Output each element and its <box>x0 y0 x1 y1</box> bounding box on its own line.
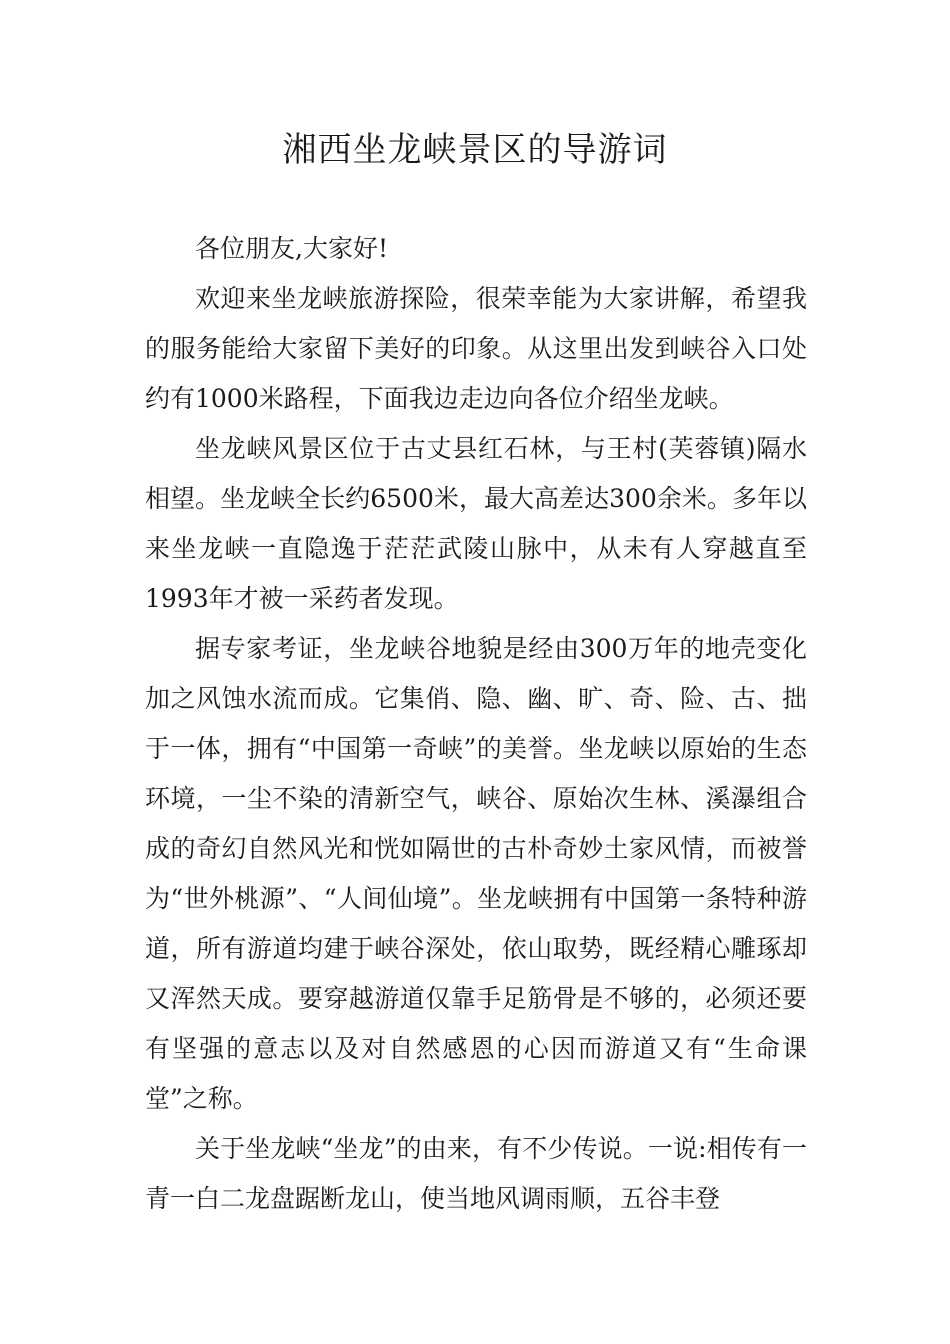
document-body <box>145 224 807 1224</box>
paragraph-welcome: 欢迎来坐龙峡旅游探险，很荣幸能为大家讲解，希望我的服务能给大家留下美好的印象。从这里出发到峡谷入口处约有1000米路程，下面我边走边向各位介绍坐龙峡。 <box>145 284 807 413</box>
document-title: 湘西坐龙峡景区的导游词 <box>282 130 668 170</box>
paragraph-greeting: 各位朋友,大家好! <box>195 234 388 263</box>
paragraph-legend: 关于坐龙峡“坐龙”的由来，有不少传说。一说:相传有一青一白二龙盘踞断龙山，使当地风调雨顺，五谷丰登 <box>145 1134 807 1213</box>
paragraph-geology: 据专家考证，坐龙峡谷地貌是经由300万年的地壳变化加之风蚀水流而成。它集俏、隐、幽、旷、奇、险、古、拙于一体，拥有“中国第一奇峡”的美誉。坐龙峡以原始的生态环境，一尘不染的清新空气，峡谷、原始次生林、溪瀑组合成的奇幻自然风光和恍如隔世的古朴奇妙土家风情，而被誉为“世外桃源”、“人间仙境”。坐龙峡拥有中国第一条特种游道，所有游道均建于峡谷深处，依山取势，既经精心雕琢却又浑然天成。要穿越游道仅靠手足筋骨是不够的，必须还要有坚强的意志以及对自然感恩的心因而游道又有“生命课堂”之称。 <box>145 634 807 1113</box>
paragraph-location: 坐龙峡风景区位于古丈县红石林，与王村(芙蓉镇)隔水相望。坐龙峡全长约6500米，最大高差达300余米。多年以来坐龙峡一直隐逸于茫茫武陵山脉中，从未有人穿越直至1993年才被一采药者发现。 <box>145 434 807 613</box>
